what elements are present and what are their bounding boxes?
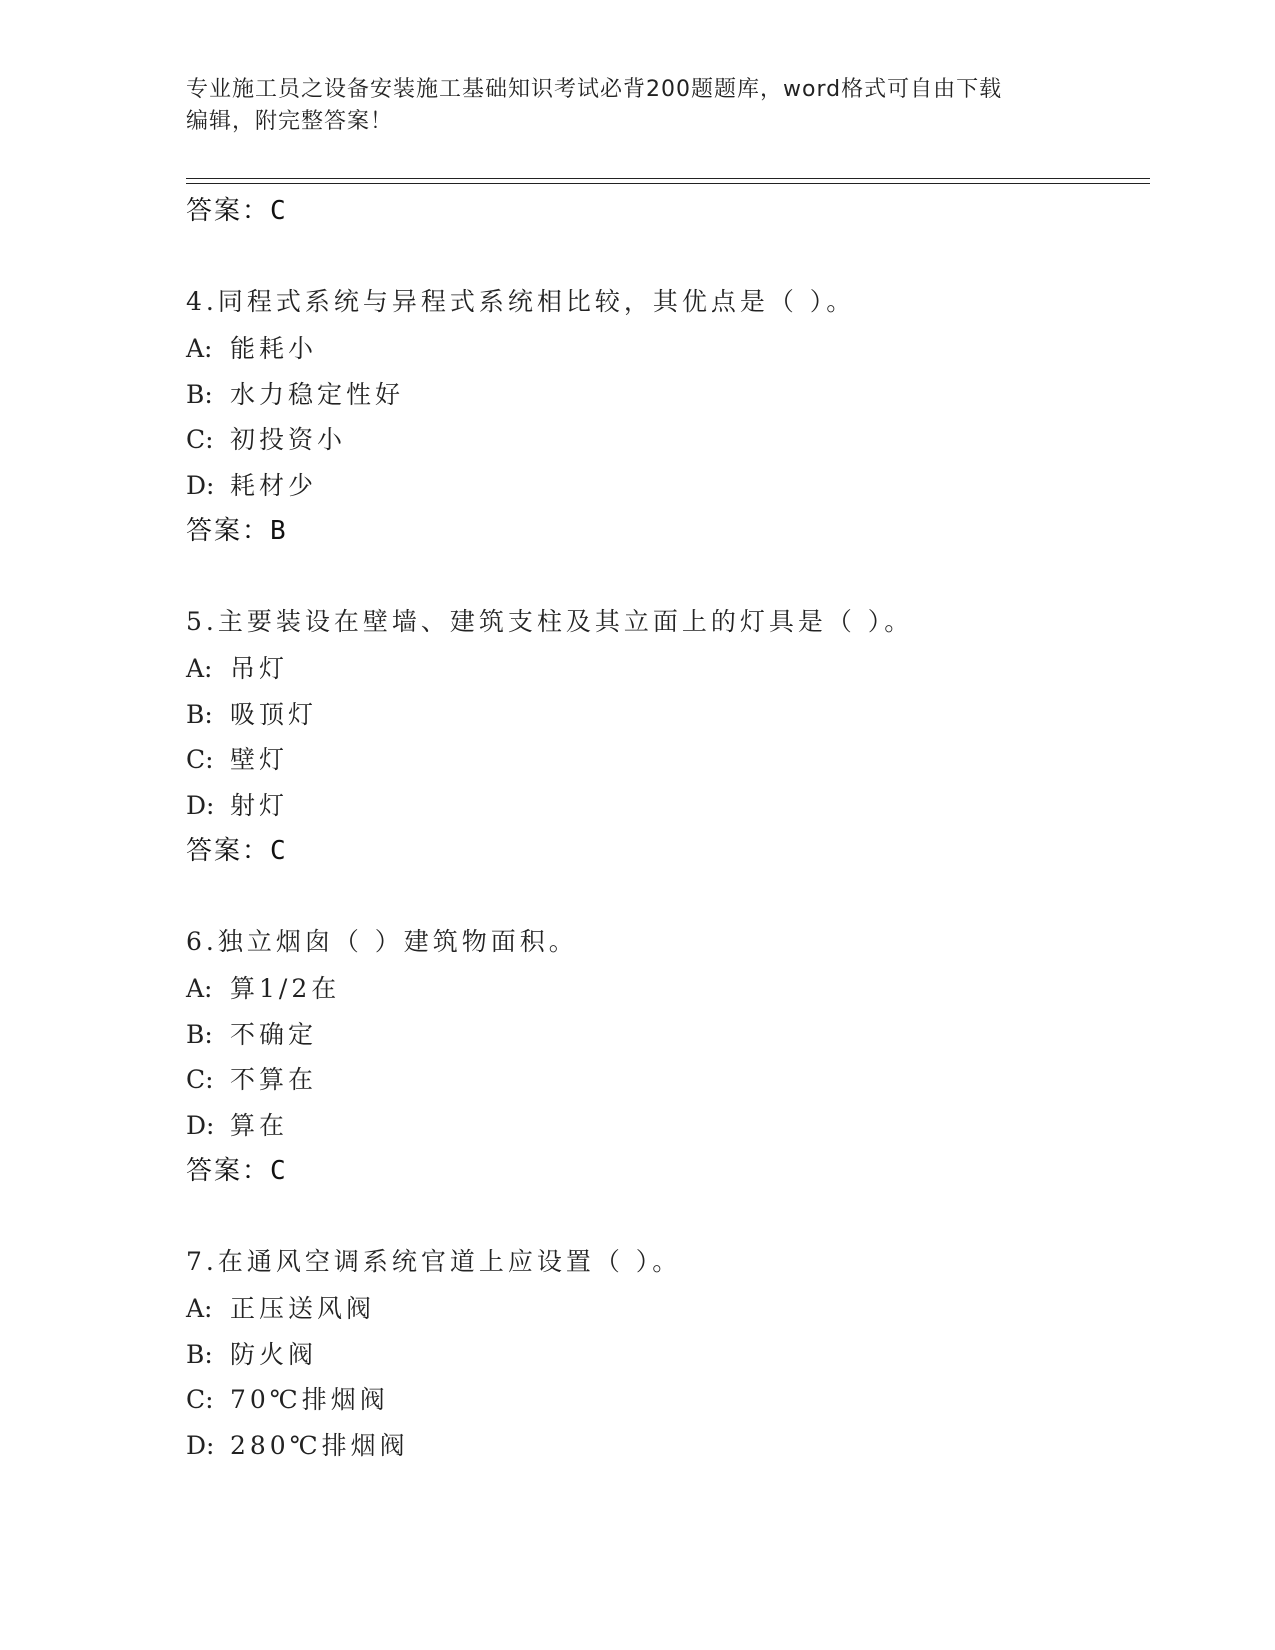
option-a bbox=[186, 1286, 1146, 1332]
option-key: D: bbox=[186, 470, 215, 500]
option-text: 正压送风阀 bbox=[230, 1294, 376, 1323]
question-text: 6.独立烟囱（ ）建筑物面积。 bbox=[186, 927, 578, 956]
option-b bbox=[186, 372, 1146, 418]
header-title-line-1: 专业施工员之设备安装施工基础知识考试必背200题题库，word格式可自由下载 bbox=[186, 77, 1003, 102]
option-text: 能耗小 bbox=[230, 334, 318, 363]
option-text: 壁灯 bbox=[230, 745, 289, 774]
option-key: B: bbox=[186, 379, 213, 409]
option-key: C: bbox=[186, 1385, 214, 1414]
option-text: 吸顶灯 bbox=[230, 699, 318, 729]
option-text: 280℃排烟阀 bbox=[230, 1430, 409, 1460]
answer-line bbox=[186, 188, 1146, 234]
option-text: 70℃排烟阀 bbox=[230, 1385, 389, 1414]
option-c bbox=[186, 1057, 1146, 1103]
option-key: D: bbox=[186, 1110, 215, 1140]
option-key: B: bbox=[186, 699, 213, 729]
option-b bbox=[186, 692, 1146, 738]
option-key: C: bbox=[186, 745, 214, 774]
answer-value: C bbox=[270, 1156, 286, 1186]
option-key: B: bbox=[186, 1339, 213, 1369]
spacer bbox=[186, 554, 1146, 598]
option-key: C: bbox=[186, 425, 214, 454]
option-text: 算1/2在 bbox=[230, 974, 341, 1003]
option-text: 吊灯 bbox=[230, 654, 289, 683]
option-key: D: bbox=[186, 1430, 215, 1460]
option-text: 算在 bbox=[230, 1110, 289, 1140]
option-c bbox=[186, 417, 1146, 463]
option-d bbox=[186, 783, 1146, 829]
answer-value: C bbox=[270, 196, 286, 226]
option-text: 射灯 bbox=[230, 790, 289, 820]
option-key: A: bbox=[186, 334, 213, 363]
answer-line bbox=[186, 828, 1146, 874]
question-text: 4.同程式系统与异程式系统相比较，其优点是（ ）。 bbox=[186, 287, 856, 316]
header-divider-bottom bbox=[186, 183, 1150, 184]
header-divider-top bbox=[186, 178, 1150, 179]
option-a bbox=[186, 646, 1146, 692]
option-text: 不算在 bbox=[230, 1065, 318, 1094]
option-text: 初投资小 bbox=[230, 425, 347, 454]
option-text: 防火阀 bbox=[230, 1339, 318, 1369]
header-title-line-2: 编辑，附完整答案！ bbox=[186, 109, 394, 134]
option-key: A: bbox=[186, 1294, 213, 1323]
answer-label: 答案： bbox=[186, 516, 271, 546]
document-header bbox=[186, 74, 1086, 138]
question-text: 5.主要装设在壁墙、建筑支柱及其立面上的灯具是（ ）。 bbox=[186, 607, 914, 636]
option-d bbox=[186, 463, 1146, 509]
option-key: C: bbox=[186, 1065, 214, 1094]
option-key: A: bbox=[186, 654, 213, 683]
option-key: D: bbox=[186, 790, 215, 820]
answer-line bbox=[186, 508, 1146, 554]
spacer bbox=[186, 234, 1146, 278]
option-b bbox=[186, 1012, 1146, 1058]
question-text: 7.在通风空调系统官道上应设置（ ）。 bbox=[186, 1247, 682, 1276]
answer-line bbox=[186, 1148, 1146, 1194]
answer-value: C bbox=[270, 836, 286, 866]
option-d bbox=[186, 1103, 1146, 1149]
option-key: B: bbox=[186, 1019, 213, 1049]
option-c bbox=[186, 737, 1146, 783]
option-key: A: bbox=[186, 974, 213, 1003]
answer-label: 答案： bbox=[186, 836, 271, 866]
option-text: 耗材少 bbox=[230, 470, 318, 500]
option-b bbox=[186, 1332, 1146, 1378]
spacer bbox=[186, 874, 1146, 918]
option-text: 水力稳定性好 bbox=[230, 379, 405, 409]
option-d bbox=[186, 1423, 1146, 1469]
option-a bbox=[186, 966, 1146, 1012]
option-c bbox=[186, 1377, 1146, 1423]
answer-label: 答案： bbox=[186, 1156, 271, 1186]
question-list bbox=[186, 188, 1146, 1468]
option-text: 不确定 bbox=[230, 1019, 318, 1049]
option-a bbox=[186, 326, 1146, 372]
answer-value: B bbox=[270, 516, 286, 546]
spacer bbox=[186, 1194, 1146, 1238]
answer-label: 答案： bbox=[186, 196, 271, 226]
